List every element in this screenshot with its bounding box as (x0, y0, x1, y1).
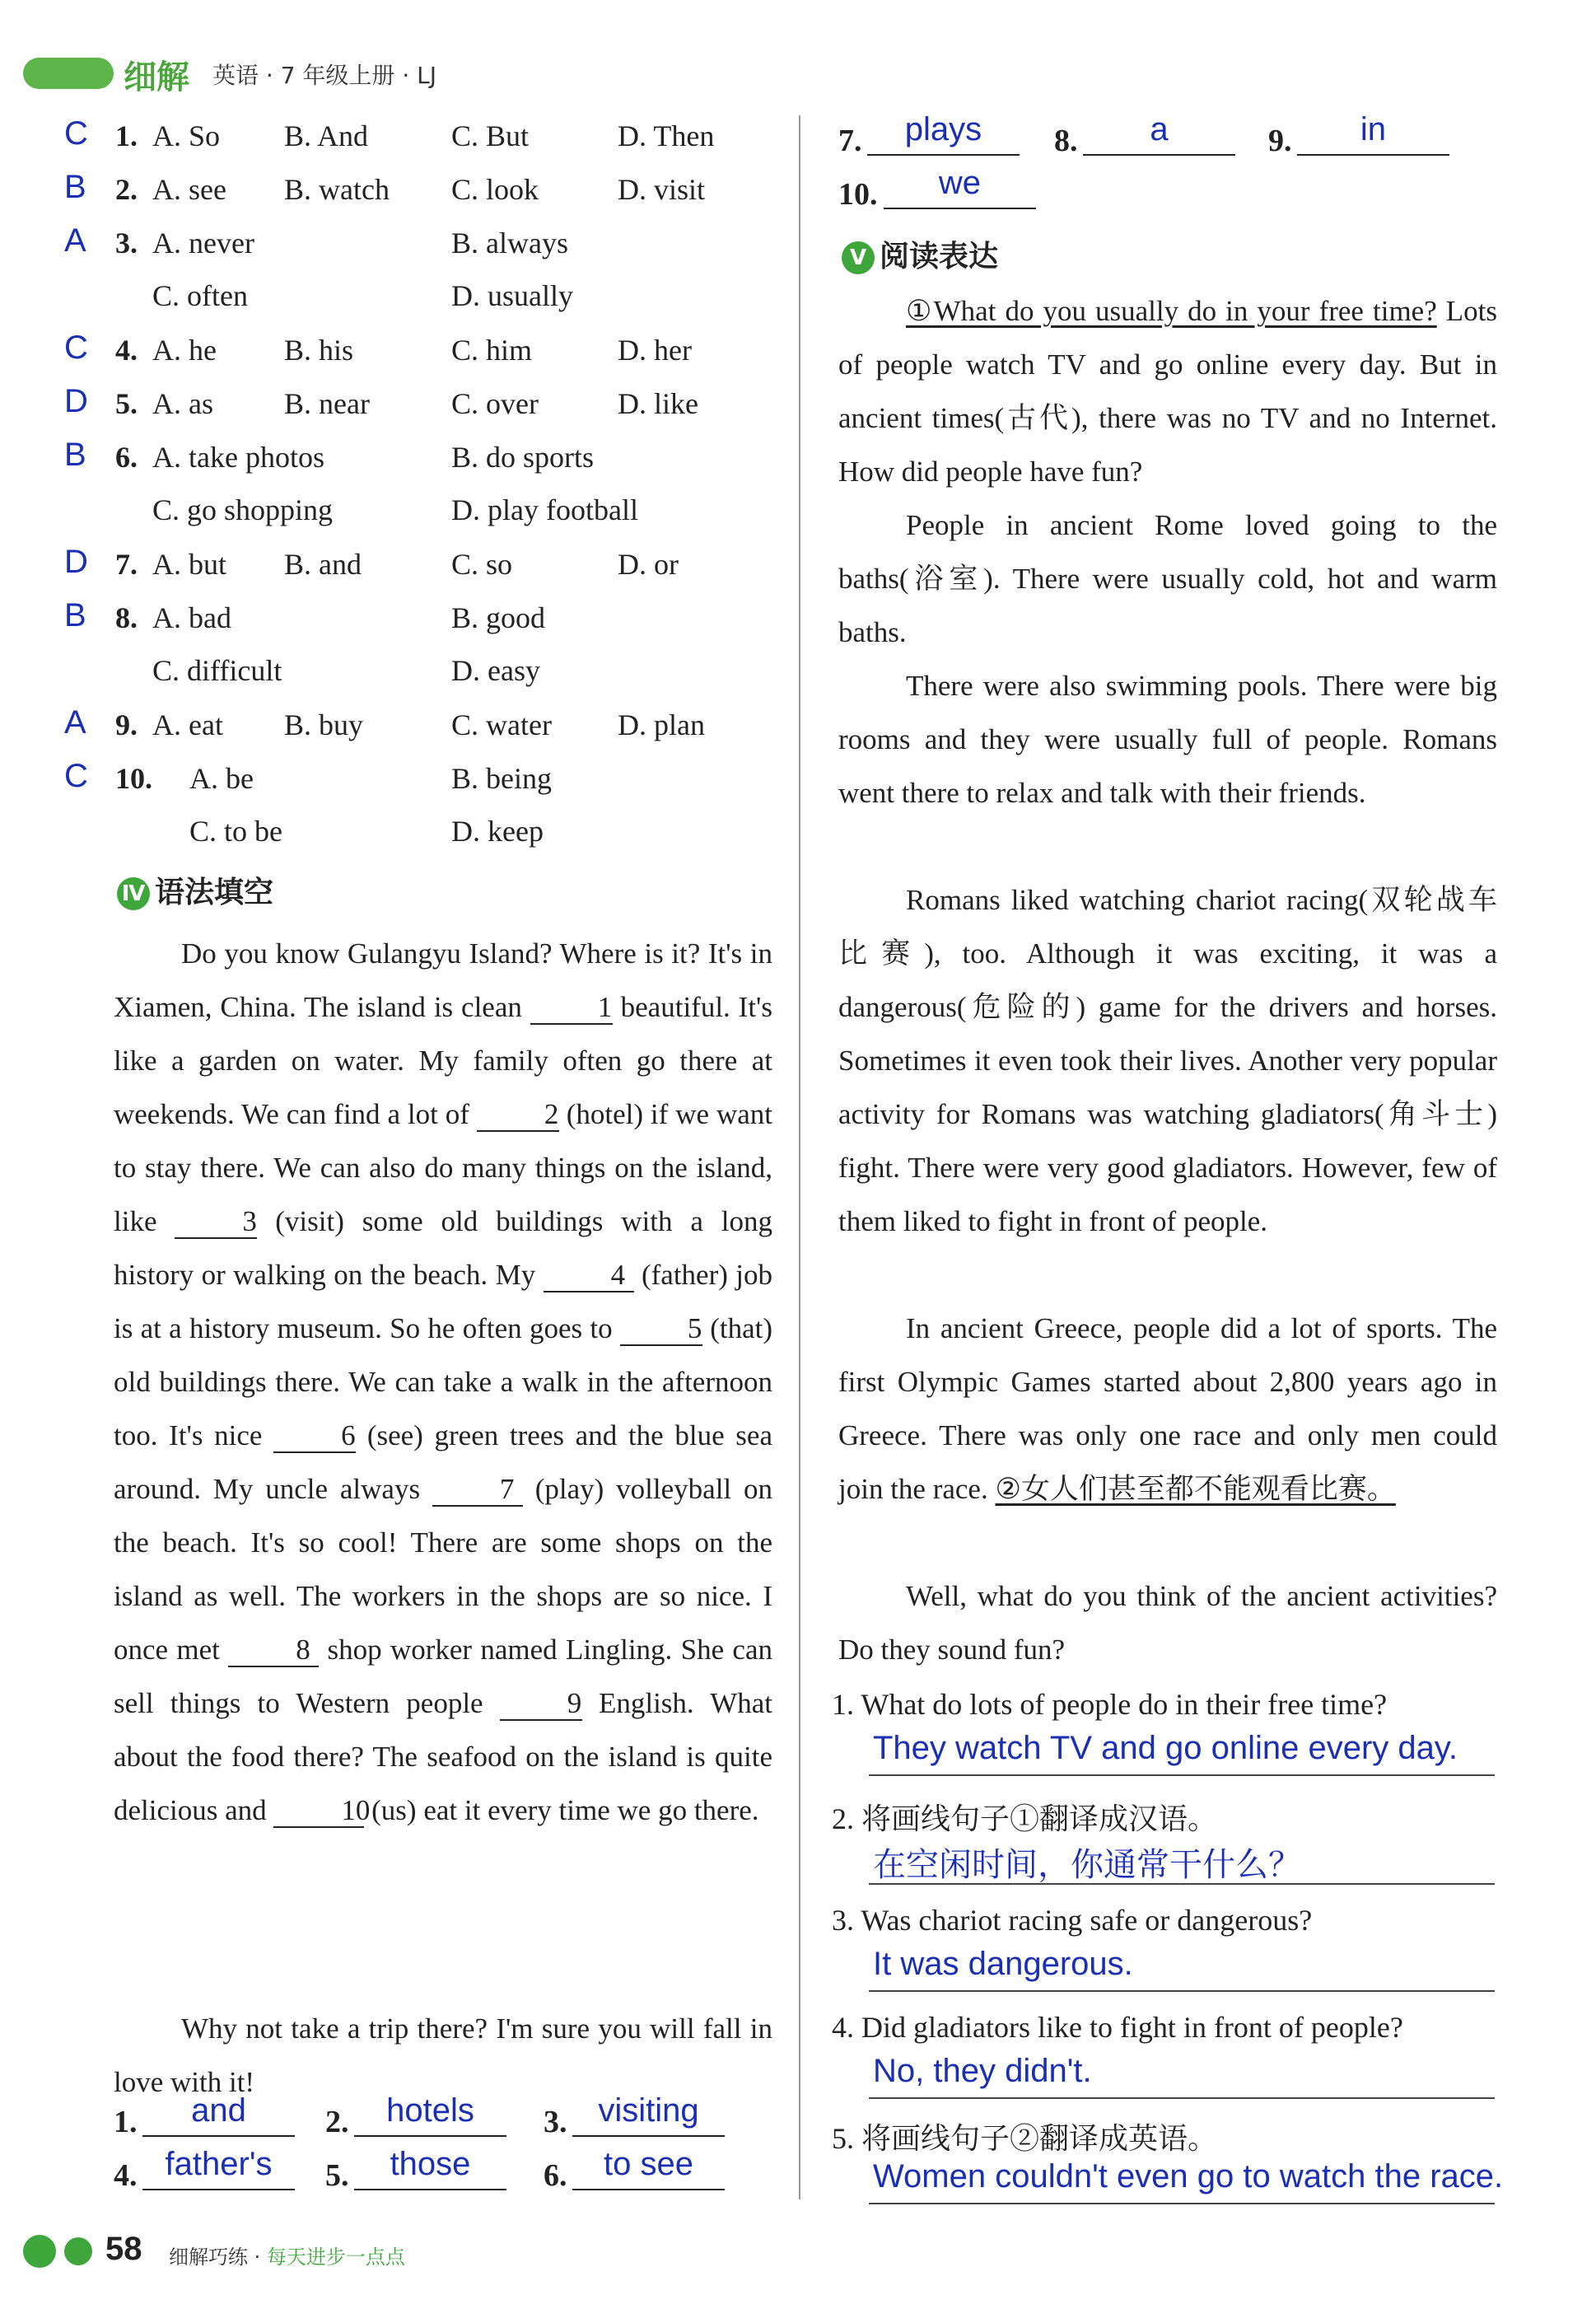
blank-10: 10 (273, 1795, 364, 1828)
answer-number: 6. (544, 2158, 567, 2193)
answer-text: in (1360, 111, 1387, 147)
grammar-section-title (117, 869, 273, 911)
cloze-option: A. So (152, 119, 221, 152)
cloze-answer: B (64, 597, 86, 633)
answer-line (1083, 154, 1235, 156)
cloze-option: D. play football (451, 493, 638, 526)
answer-text: and (191, 2092, 246, 2129)
blank-8: 8 (228, 1634, 319, 1667)
footer-dot-large (23, 2235, 56, 2268)
cloze-number: 4. (115, 334, 138, 367)
blank-3: 3 (175, 1206, 257, 1239)
question-text: 4. Did gladiators like to fight in front of people? (832, 2011, 1403, 2044)
cloze-option: D. visit (618, 173, 706, 206)
cloze-option: A. but (152, 548, 226, 581)
blank-4: 4 (544, 1260, 634, 1292)
brand-title: 细解 (124, 58, 189, 96)
reading-section-title (842, 233, 998, 275)
question-answer: It was dangerous. (873, 1946, 1133, 1982)
reading-para-3: There were also swimming pools. There were big rooms and they were usually full of people. Romans went there to relax and talk with their friends. (838, 670, 1497, 809)
cloze-answer: D (64, 383, 88, 419)
answer-line (572, 2189, 725, 2190)
answer-text: we (938, 165, 982, 201)
cloze-option: A. never (152, 227, 254, 259)
answer-number: 9. (1268, 124, 1292, 158)
page-number: 58 (105, 2231, 142, 2267)
cloze-option: A. be (189, 762, 254, 795)
cloze-option: B. good (451, 601, 546, 634)
blank-1: 1 (530, 992, 613, 1025)
question-text: 1. What do lots of people do in their free time? (832, 1688, 1388, 1721)
cloze-option: B. do sports (451, 441, 595, 474)
cloze-option: A. see (152, 173, 226, 206)
cloze-option: B. being (451, 762, 552, 795)
answer-text: father's (165, 2146, 273, 2182)
answer-text: to see (604, 2146, 693, 2182)
cloze-option: D. keep (451, 815, 544, 848)
cloze-option: B. and (284, 548, 362, 581)
answer-line (354, 2135, 506, 2137)
reading-title: 阅读表达 (880, 240, 999, 273)
cloze-option: A. bad (152, 601, 231, 634)
header-pill (23, 58, 114, 89)
reading-para-1: ①What do you usually do in your free time? Lots of people watch TV and go online every day. But in ancient times(古代), there was no TV and no Internet. How did people have fun? (838, 295, 1497, 488)
answer-line (869, 2203, 1495, 2204)
answer-number: 4. (114, 2158, 138, 2193)
cloze-option: A. eat (152, 708, 223, 741)
cloze-number: 2. (115, 173, 138, 206)
question-answer: Women couldn't even go to watch the race. (873, 2158, 1504, 2194)
cloze-option: D. or (618, 548, 679, 581)
blank-7: 7 (432, 1474, 523, 1507)
cloze-option: C. go shopping (152, 493, 334, 526)
cloze-number: 5. (115, 387, 138, 420)
section-badge: Ⅳ (117, 877, 150, 910)
cloze-option: D. Then (618, 119, 715, 152)
cloze-number: 6. (115, 441, 138, 474)
answer-line (869, 1774, 1495, 1776)
section-badge: Ⅴ (842, 241, 875, 274)
question-answer: No, they didn't. (873, 2053, 1092, 2089)
column-divider (799, 115, 800, 2199)
reading-para-6: Well, what do you think of the ancient activities? Do they sound fun? (838, 1580, 1497, 1666)
answer-text: hotels (386, 2092, 474, 2129)
blank-5: 5 (620, 1313, 702, 1346)
answer-line (142, 2135, 295, 2137)
answer-number: 10. (838, 177, 878, 212)
cloze-answer: D (64, 544, 88, 580)
grammar-closing: Why not take a trip there? I'm sure you will fall in love with it! (114, 2012, 772, 2098)
grammar-passage: Do you know Gulangyu Island? Where is it? It's in Xiamen, China. The island is clean 1 beautiful. It's like a garden on water. My family often go there at weekends. We can find a lot of 2 (hotel) if we want to stay there. We can also do many things on the island, like 3 (visit) some old buildings with a long history or walking on the beach. My 4 (father) job is at a history museum. So he often goes to 5 (that) old buildings there. We can take a walk in the afternoon too. It's nice 6 (see) green trees and the blue sea around. My uncle always 7 (play) volleyball on the beach. It's so cool! There are some shops on the island as well. The workers in the shops are so nice. I once met 8 shop worker named Lingling. She can sell things to Western people 9 English. What about the food there? The seafood on the island is quite delicious and 10 (us) eat it every time we go there. (114, 937, 773, 1826)
footer-dot-small (64, 2237, 92, 2265)
answer-number: 8. (1054, 124, 1078, 158)
cloze-number: 3. (115, 227, 138, 259)
question-text: 5. 将画线句子②翻译成英语。 (832, 2122, 1218, 2155)
answer-text: visiting (598, 2092, 699, 2129)
underlined-sentence-2: ②女人们甚至都不能观看比赛。 (995, 1473, 1396, 1506)
answer-text: plays (904, 111, 982, 147)
question-text: 2. 将画线句子①翻译成汉语。 (832, 1802, 1218, 1835)
underlined-sentence-1: ①What do you usually do in your free time? (906, 295, 1437, 327)
cloze-option: A. as (152, 387, 213, 420)
cloze-option: C. But (451, 119, 530, 152)
reading-para-4: Romans liked watching chariot racing(双轮战车比赛), too. Although it was exciting, it was a dangerous(危险的) game for the drivers and horses. Sometimes it even took their lives. Another very popular activity for Romans was watching gladiators(角斗士) fight. There were very good gladiators. However, few of them liked to fight in front of people. (838, 884, 1497, 1237)
cloze-option: C. often (152, 279, 248, 312)
answer-number: 7. (838, 124, 862, 158)
cloze-option: D. like (618, 387, 698, 420)
cloze-option: C. water (451, 708, 552, 741)
cloze-number: 7. (115, 548, 138, 581)
answer-text: a (1150, 111, 1169, 147)
cloze-option: D. usually (451, 279, 573, 312)
cloze-option: C. over (451, 387, 539, 420)
cloze-option: C. him (451, 334, 533, 367)
cloze-option: A. take photos (152, 441, 324, 474)
cloze-option: B. his (284, 334, 354, 367)
cloze-answer: C (64, 330, 88, 366)
book-title: 英语 · 7 年级上册 · LJ (212, 62, 436, 89)
answer-number: 3. (544, 2105, 567, 2139)
answer-line (142, 2189, 295, 2190)
cloze-answer: C (64, 758, 88, 794)
cloze-option: B. near (284, 387, 370, 420)
cloze-option: C. to be (189, 815, 282, 848)
cloze-number: 8. (115, 601, 138, 634)
cloze-number: 1. (115, 119, 138, 152)
answer-line (572, 2135, 725, 2137)
answer-number: 1. (114, 2105, 138, 2139)
cloze-option: D. her (618, 334, 692, 367)
answer-line (869, 1883, 1495, 1885)
question-answer: They watch TV and go online every day. (873, 1730, 1458, 1766)
reading-para-2: People in ancient Rome loved going to the baths(浴室). There were usually cold, hot and warm baths. (838, 509, 1497, 648)
answer-line (354, 2189, 506, 2190)
answer-number: 5. (325, 2158, 349, 2193)
answer-line (884, 208, 1036, 209)
cloze-answer: B (64, 437, 86, 473)
question-text: 3. Was chariot racing safe or dangerous? (832, 1904, 1313, 1937)
cloze-option: D. plan (618, 708, 705, 741)
cloze-option: D. easy (451, 654, 540, 687)
blank-9: 9 (500, 1688, 582, 1721)
reading-para-5: In ancient Greece, people did a lot of sports. The first Olympic Games started about 2,800 years ago in Greece. There was only one race and only men could join the race. ②女人们甚至都不能观看比赛。 (838, 1312, 1497, 1506)
footer-label: 细解巧练 · 每天进步一点点 (169, 2246, 405, 2269)
answer-line (867, 154, 1020, 156)
cloze-option: B. buy (284, 708, 364, 741)
answer-line (869, 2097, 1495, 2099)
cloze-answer: A (64, 704, 86, 741)
cloze-answer: A (64, 222, 86, 259)
question-answer: 在空闲时间，你通常干什么？ (873, 1847, 1301, 1883)
cloze-option: B. And (284, 119, 369, 152)
cloze-option: B. watch (284, 173, 390, 206)
blank-2: 2 (477, 1099, 559, 1132)
answer-number: 2. (325, 2105, 349, 2139)
answer-line (869, 1990, 1495, 1992)
answer-text: those (390, 2146, 471, 2182)
cloze-option: C. look (451, 173, 539, 206)
cloze-option: B. always (451, 227, 568, 259)
grammar-title: 语法填空 (155, 876, 274, 909)
cloze-number: 10. (115, 762, 152, 795)
footer-motto: 每天进步一点点 (266, 2246, 405, 2269)
cloze-option: A. he (152, 334, 217, 367)
cloze-number: 9. (115, 708, 138, 741)
cloze-option: C. difficult (152, 654, 282, 687)
cloze-answer: B (64, 169, 86, 205)
cloze-option: C. so (451, 548, 513, 581)
cloze-answer: C (64, 115, 88, 152)
answer-line (1297, 154, 1449, 156)
page-header (0, 0, 1596, 115)
blank-6: 6 (273, 1420, 356, 1453)
